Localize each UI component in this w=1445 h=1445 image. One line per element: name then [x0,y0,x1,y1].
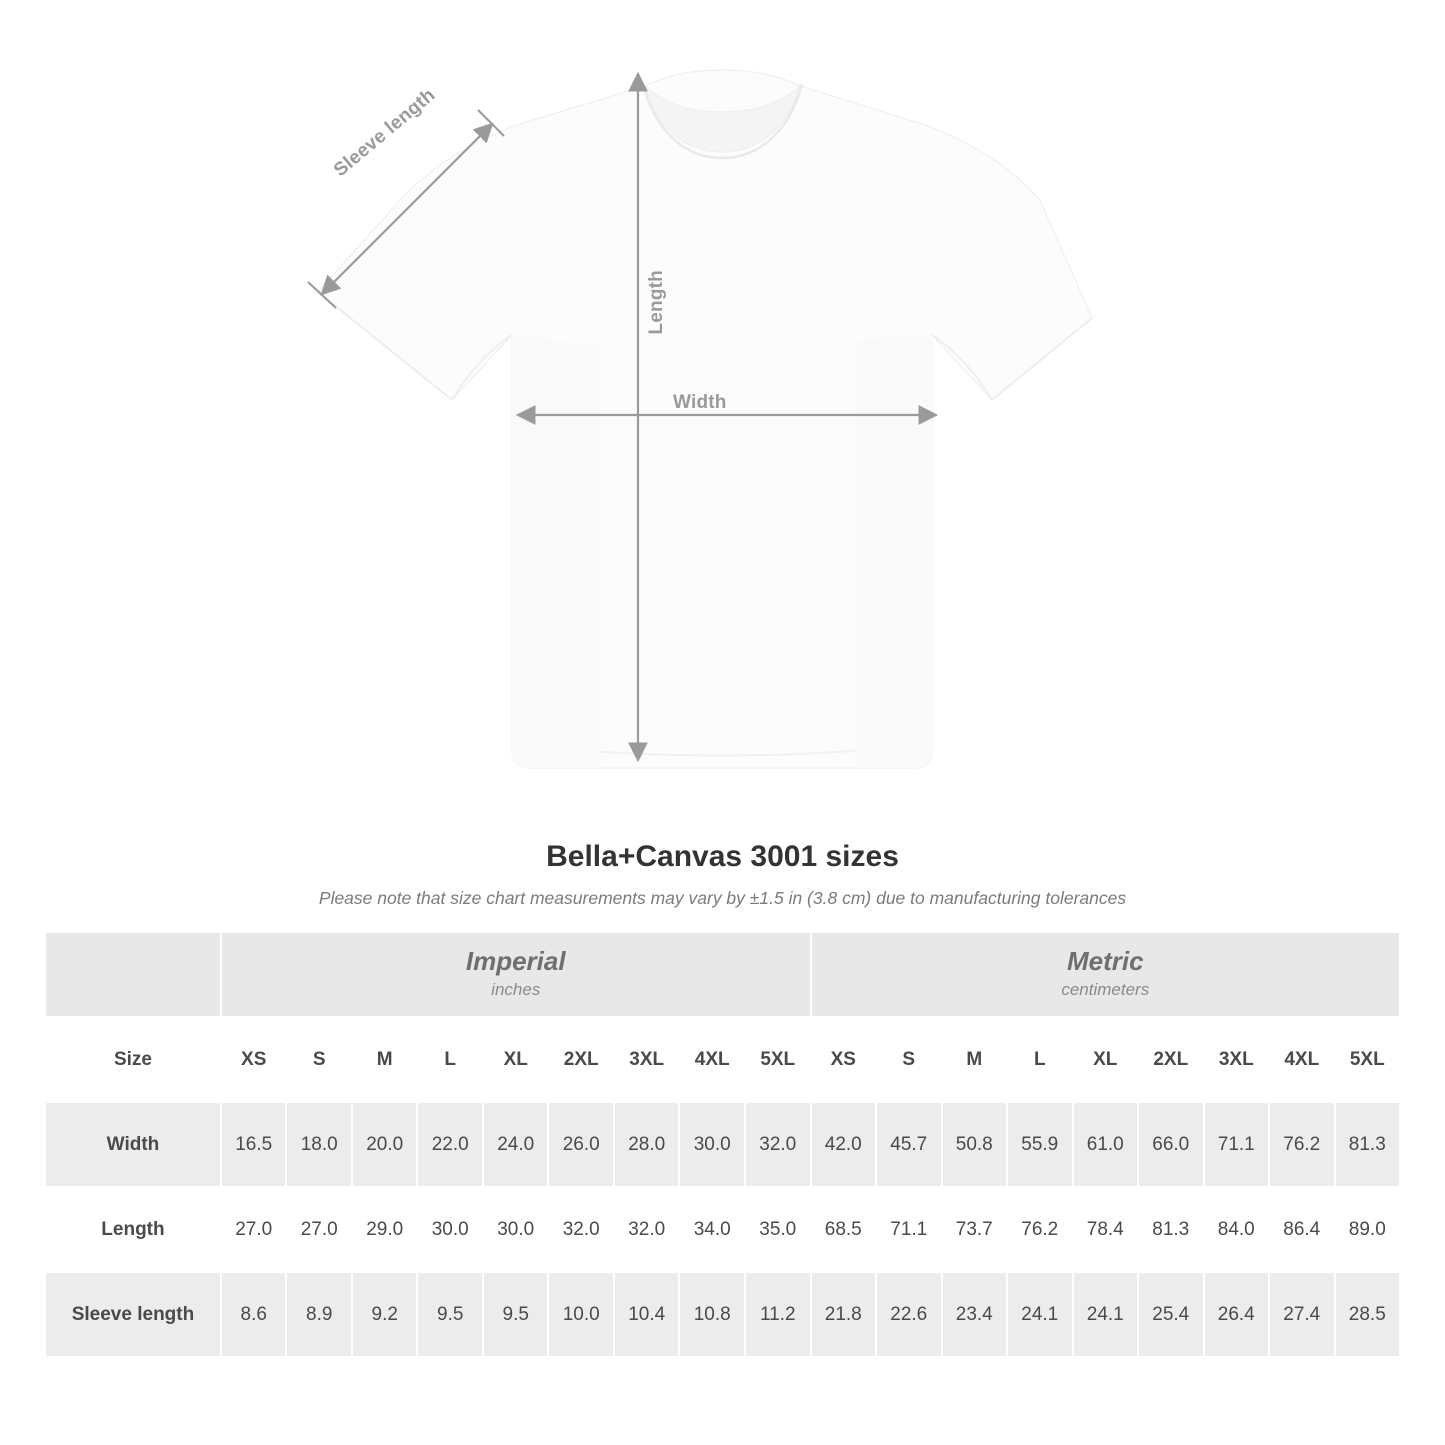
measurement-row-label: Length [45,1187,221,1272]
measurement-cell: 24.1 [1007,1272,1073,1357]
measurement-cell: 71.1 [876,1187,942,1272]
size-header-row [45,1017,1400,1102]
measurement-cell: 42.0 [811,1102,877,1187]
measurement-cell: 27.4 [1269,1272,1335,1357]
measurement-cell: 21.8 [811,1272,877,1357]
sleeve-length-label: Sleeve length [330,84,440,182]
measurement-cell: 78.4 [1073,1187,1139,1272]
unit-group-header-imperial [221,932,811,1017]
measurement-cell: 23.4 [942,1272,1008,1357]
measurement-cell: 9.2 [352,1272,418,1357]
size-header-cell: XL [1073,1017,1139,1102]
measurement-cell: 30.0 [679,1102,745,1187]
measurement-cell: 32.0 [614,1187,680,1272]
measurement-cell: 28.0 [614,1102,680,1187]
measurement-row-label: Sleeve length [45,1272,221,1357]
page-title: Bella+Canvas 3001 sizes [546,840,899,873]
measurement-cell: 27.0 [286,1187,352,1272]
measurement-cell: 32.0 [745,1102,811,1187]
measurement-cell: 18.0 [286,1102,352,1187]
measurement-cell: 68.5 [811,1187,877,1272]
size-table [44,931,1401,1358]
measurement-cell: 25.4 [1138,1272,1204,1357]
measurement-cell: 24.0 [483,1102,549,1187]
measurement-cell: 8.9 [286,1272,352,1357]
measurement-cell: 30.0 [417,1187,483,1272]
unit-header-row [45,932,1400,1017]
measurement-cell: 29.0 [352,1187,418,1272]
unit-measure-label: inches [491,979,541,999]
measurement-cell: 86.4 [1269,1187,1335,1272]
measurement-cell: 22.6 [876,1272,942,1357]
measurement-cell: 55.9 [1007,1102,1073,1187]
size-header-cell: 2XL [548,1017,614,1102]
measurement-cell: 34.0 [679,1187,745,1272]
measurement-cell: 11.2 [745,1272,811,1357]
size-header-cell: 3XL [1204,1017,1270,1102]
measurement-cell: 84.0 [1204,1187,1270,1272]
measurement-cell: 71.1 [1204,1102,1270,1187]
unit-group-header-metric [811,932,1401,1017]
measurement-cell: 45.7 [876,1102,942,1187]
measurement-cell: 8.6 [221,1272,287,1357]
unit-system-label: Metric [1066,945,1144,976]
measurement-cell: 10.4 [614,1272,680,1357]
measurement-cell: 89.0 [1335,1187,1401,1272]
measurement-cell: 61.0 [1073,1102,1139,1187]
unit-system-label: Imperial [465,945,566,976]
sleeve-tick-top [478,110,504,136]
measurement-cell: 27.0 [221,1187,287,1272]
measurement-cell: 9.5 [483,1272,549,1357]
table-row [45,1187,1400,1272]
size-header-cell: XS [221,1017,287,1102]
measurement-cell: 22.0 [417,1102,483,1187]
size-header-cell: 4XL [1269,1017,1335,1102]
size-header-cell: 2XL [1138,1017,1204,1102]
size-header-cell: M [942,1017,1008,1102]
size-column-header: Size [45,1017,221,1102]
measurement-cell: 20.0 [352,1102,418,1187]
table-row [45,1102,1400,1187]
measurement-cell: 66.0 [1138,1102,1204,1187]
measurement-cell: 76.2 [1269,1102,1335,1187]
measurement-cell: 26.0 [548,1102,614,1187]
measurement-cell: 32.0 [548,1187,614,1272]
measurement-cell: 26.4 [1204,1272,1270,1357]
size-chart-section [0,830,1445,1358]
size-header-cell: L [417,1017,483,1102]
size-header-cell: S [876,1017,942,1102]
size-header-cell: L [1007,1017,1073,1102]
shirt-shape [318,70,1092,768]
size-header-cell: M [352,1017,418,1102]
measurement-cell: 10.0 [548,1272,614,1357]
measurement-cell: 81.3 [1335,1102,1401,1187]
size-header-cell: 4XL [679,1017,745,1102]
measurement-cell: 81.3 [1138,1187,1204,1272]
size-header-cell: XL [483,1017,549,1102]
unit-measure-label: centimeters [1061,979,1150,999]
table-corner-blank [45,932,221,1017]
length-label: Length [646,270,667,335]
size-header-cell: 3XL [614,1017,680,1102]
measurement-cell: 73.7 [942,1187,1008,1272]
measurement-cell: 30.0 [483,1187,549,1272]
tolerance-note: Please note that size chart measurements may vary by ±1.5 in (3.8 cm) due to manufacturing tolerances [318,888,1127,908]
size-header-cell: 5XL [745,1017,811,1102]
measurement-cell: 76.2 [1007,1187,1073,1272]
size-header-cell: 5XL [1335,1017,1401,1102]
measurement-cell: 24.1 [1073,1272,1139,1357]
measurement-cell: 16.5 [221,1102,287,1187]
width-label: Width [673,392,727,413]
table-row [45,1272,1400,1357]
measurement-cell: 35.0 [745,1187,811,1272]
measurement-row-label: Width [45,1102,221,1187]
measurement-cell: 28.5 [1335,1272,1401,1357]
measurement-cell: 9.5 [417,1272,483,1357]
measurement-cell: 50.8 [942,1102,1008,1187]
measurement-cell: 10.8 [679,1272,745,1357]
size-header-cell: XS [811,1017,877,1102]
size-header-cell: S [286,1017,352,1102]
